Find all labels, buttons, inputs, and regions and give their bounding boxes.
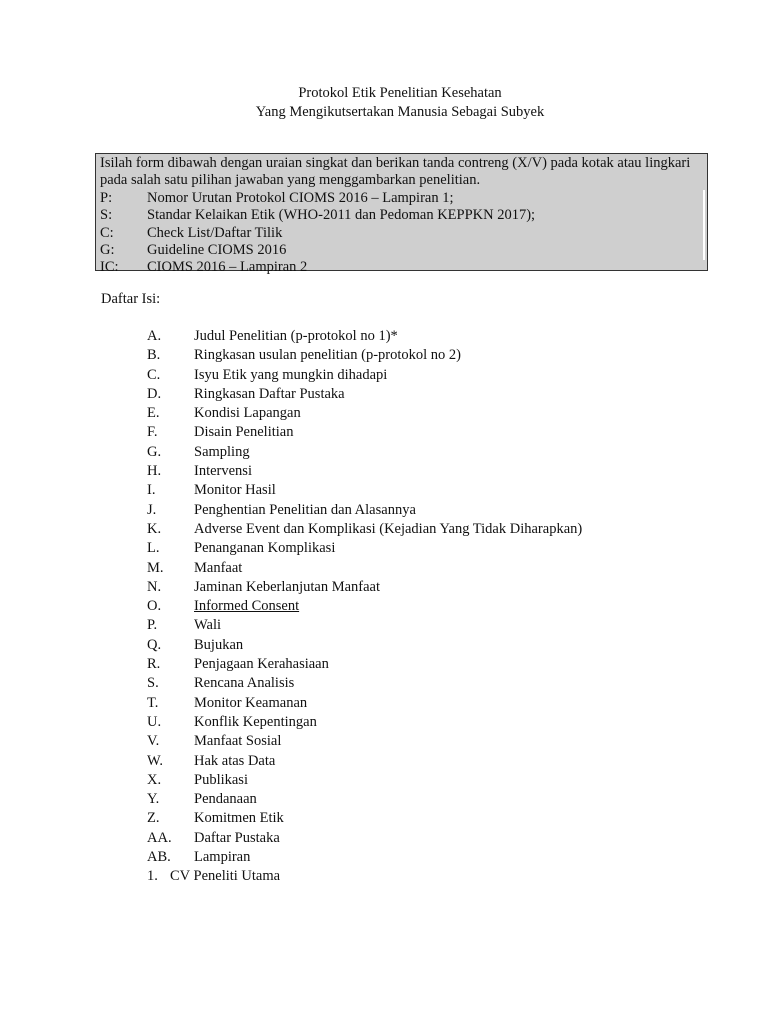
toc-text: Pendanaan xyxy=(194,791,257,808)
appendix-text: CV Peneliti Utama xyxy=(170,868,281,884)
toc-item xyxy=(147,694,582,713)
toc-item xyxy=(147,385,582,404)
toc-item xyxy=(147,655,582,674)
toc-text: Ringkasan usulan penelitian (p-protokol no 2) xyxy=(194,347,461,364)
box-edge-highlight xyxy=(703,190,705,260)
toc-item xyxy=(147,404,582,423)
toc-text: Disain Penelitian xyxy=(194,424,294,441)
toc-letter: Z. xyxy=(147,810,160,827)
toc-text: Intervensi xyxy=(194,463,252,480)
toc-text: Lampiran xyxy=(194,849,251,866)
toc-item xyxy=(147,423,582,442)
toc-text: Bujukan xyxy=(194,636,244,653)
toc-letter: AA. xyxy=(147,829,172,846)
toc-letter: O. xyxy=(147,598,162,615)
toc-letter: D. xyxy=(147,385,162,402)
toc-text: Hak atas Data xyxy=(194,752,276,769)
toc-letter: AB. xyxy=(147,849,171,866)
toc-text-informed-consent: Informed Consent xyxy=(194,598,300,615)
toc-letter: C. xyxy=(147,366,161,383)
toc-item xyxy=(147,481,582,500)
toc-item xyxy=(147,771,582,790)
toc-letter: I. xyxy=(147,482,156,499)
toc-letter: X. xyxy=(147,771,162,788)
toc-letter: A. xyxy=(147,328,162,344)
toc-text: Adverse Event dan Komplikasi (Kejadian Yang Tidak Diharapkan) xyxy=(194,520,583,537)
legend-text: CIOMS 2016 – Lampiran 2 xyxy=(147,259,308,276)
toc-label: Daftar Isi: xyxy=(101,291,161,307)
toc-letter: Q. xyxy=(147,636,162,653)
toc-item xyxy=(147,443,582,462)
toc-item xyxy=(147,790,582,809)
instruction-intro: Isilah form dibawah dengan uraian singkat dan berikan tanda contreng (X/V) pada kotak atau lingkari pada salah satu pilihan jawaban yang menggambarkan penelitian. xyxy=(100,155,691,189)
legend-row xyxy=(100,190,707,207)
toc-item xyxy=(147,829,582,848)
toc-text: Penjagaan Kerahasiaan xyxy=(194,656,329,673)
toc-letter: H. xyxy=(147,463,162,480)
toc-item xyxy=(147,327,582,346)
legend-row xyxy=(100,207,707,224)
document-title: Protokol Etik Penelitian Kesehatan xyxy=(298,85,502,101)
legend-code: S: xyxy=(100,207,113,224)
toc-item xyxy=(147,578,582,597)
toc-item xyxy=(147,366,582,385)
toc-item xyxy=(147,732,582,751)
toc-letter: B. xyxy=(147,347,161,364)
toc-text: Ringkasan Daftar Pustaka xyxy=(194,385,345,402)
toc-item xyxy=(147,501,582,520)
toc-item xyxy=(147,597,582,616)
toc-text: Wali xyxy=(194,617,222,634)
toc-text: Judul Penelitian (p-protokol no 1)* xyxy=(194,328,398,344)
toc-letter: E. xyxy=(147,405,160,422)
toc-text: Publikasi xyxy=(194,771,248,788)
toc-item xyxy=(147,539,582,558)
legend-code: IC: xyxy=(100,259,119,276)
toc-text: Isyu Etik yang mungkin dihadapi xyxy=(194,366,388,383)
toc-letter: W. xyxy=(147,752,163,769)
toc-letter: U. xyxy=(147,713,162,730)
toc-text: Monitor Keamanan xyxy=(194,694,308,711)
toc-letter: K. xyxy=(147,520,162,537)
toc-item xyxy=(147,616,582,635)
legend-code: C: xyxy=(100,224,114,241)
toc-item xyxy=(147,713,582,732)
toc-text: Kondisi Lapangan xyxy=(194,405,301,422)
legend-row xyxy=(100,259,707,276)
toc-text: Rencana Analisis xyxy=(194,675,295,692)
toc-text: Monitor Hasil xyxy=(194,482,276,499)
toc-item xyxy=(147,636,582,655)
toc-letter: P. xyxy=(147,617,158,634)
table-of-contents xyxy=(147,327,582,867)
toc-item xyxy=(147,462,582,481)
toc-text: Konflik Kepentingan xyxy=(194,713,317,730)
toc-text: Daftar Pustaka xyxy=(194,829,280,846)
toc-letter: V. xyxy=(147,733,160,750)
legend-code: G: xyxy=(100,242,115,259)
toc-letter: F. xyxy=(147,424,158,441)
legend-text: Check List/Daftar Tilik xyxy=(147,224,283,241)
toc-text: Komitmen Etik xyxy=(194,810,284,827)
legend-code: P: xyxy=(100,189,113,206)
legend-row xyxy=(100,225,707,242)
instruction-box xyxy=(95,153,708,276)
toc-item xyxy=(147,752,582,771)
toc-item xyxy=(147,346,582,365)
legend-text: Standar Kelaikan Etik (WHO-2011 dan Pedoman KEPPKN 2017); xyxy=(147,207,536,224)
document-subtitle: Yang Mengikutsertakan Manusia Sebagai Subyek xyxy=(255,104,545,120)
appendix-item xyxy=(147,867,280,886)
toc-letter: T. xyxy=(147,694,159,711)
toc-letter: M. xyxy=(147,559,164,576)
legend-row xyxy=(100,242,707,259)
toc-letter: S. xyxy=(147,675,159,692)
toc-item xyxy=(147,520,582,539)
toc-letter: G. xyxy=(147,443,162,460)
toc-letter: J. xyxy=(147,501,157,518)
toc-item xyxy=(147,848,582,867)
toc-text: Penanganan Komplikasi xyxy=(194,540,336,557)
toc-letter: Y. xyxy=(147,791,160,808)
toc-item xyxy=(147,809,582,828)
toc-item xyxy=(147,559,582,578)
toc-letter: N. xyxy=(147,578,162,595)
toc-text: Manfaat Sosial xyxy=(194,733,282,750)
toc-item xyxy=(147,674,582,693)
appendix-number: 1. xyxy=(147,868,158,884)
toc-text: Penghentian Penelitian dan Alasannya xyxy=(194,501,416,518)
toc-letter: R. xyxy=(147,656,161,673)
toc-text: Manfaat xyxy=(194,559,243,576)
toc-text: Jaminan Keberlanjutan Manfaat xyxy=(194,578,381,595)
legend-text: Guideline CIOMS 2016 xyxy=(147,242,287,259)
toc-text: Sampling xyxy=(194,443,250,460)
legend-text: Nomor Urutan Protokol CIOMS 2016 – Lampiran 1; xyxy=(147,189,454,206)
toc-letter: L. xyxy=(147,540,160,557)
